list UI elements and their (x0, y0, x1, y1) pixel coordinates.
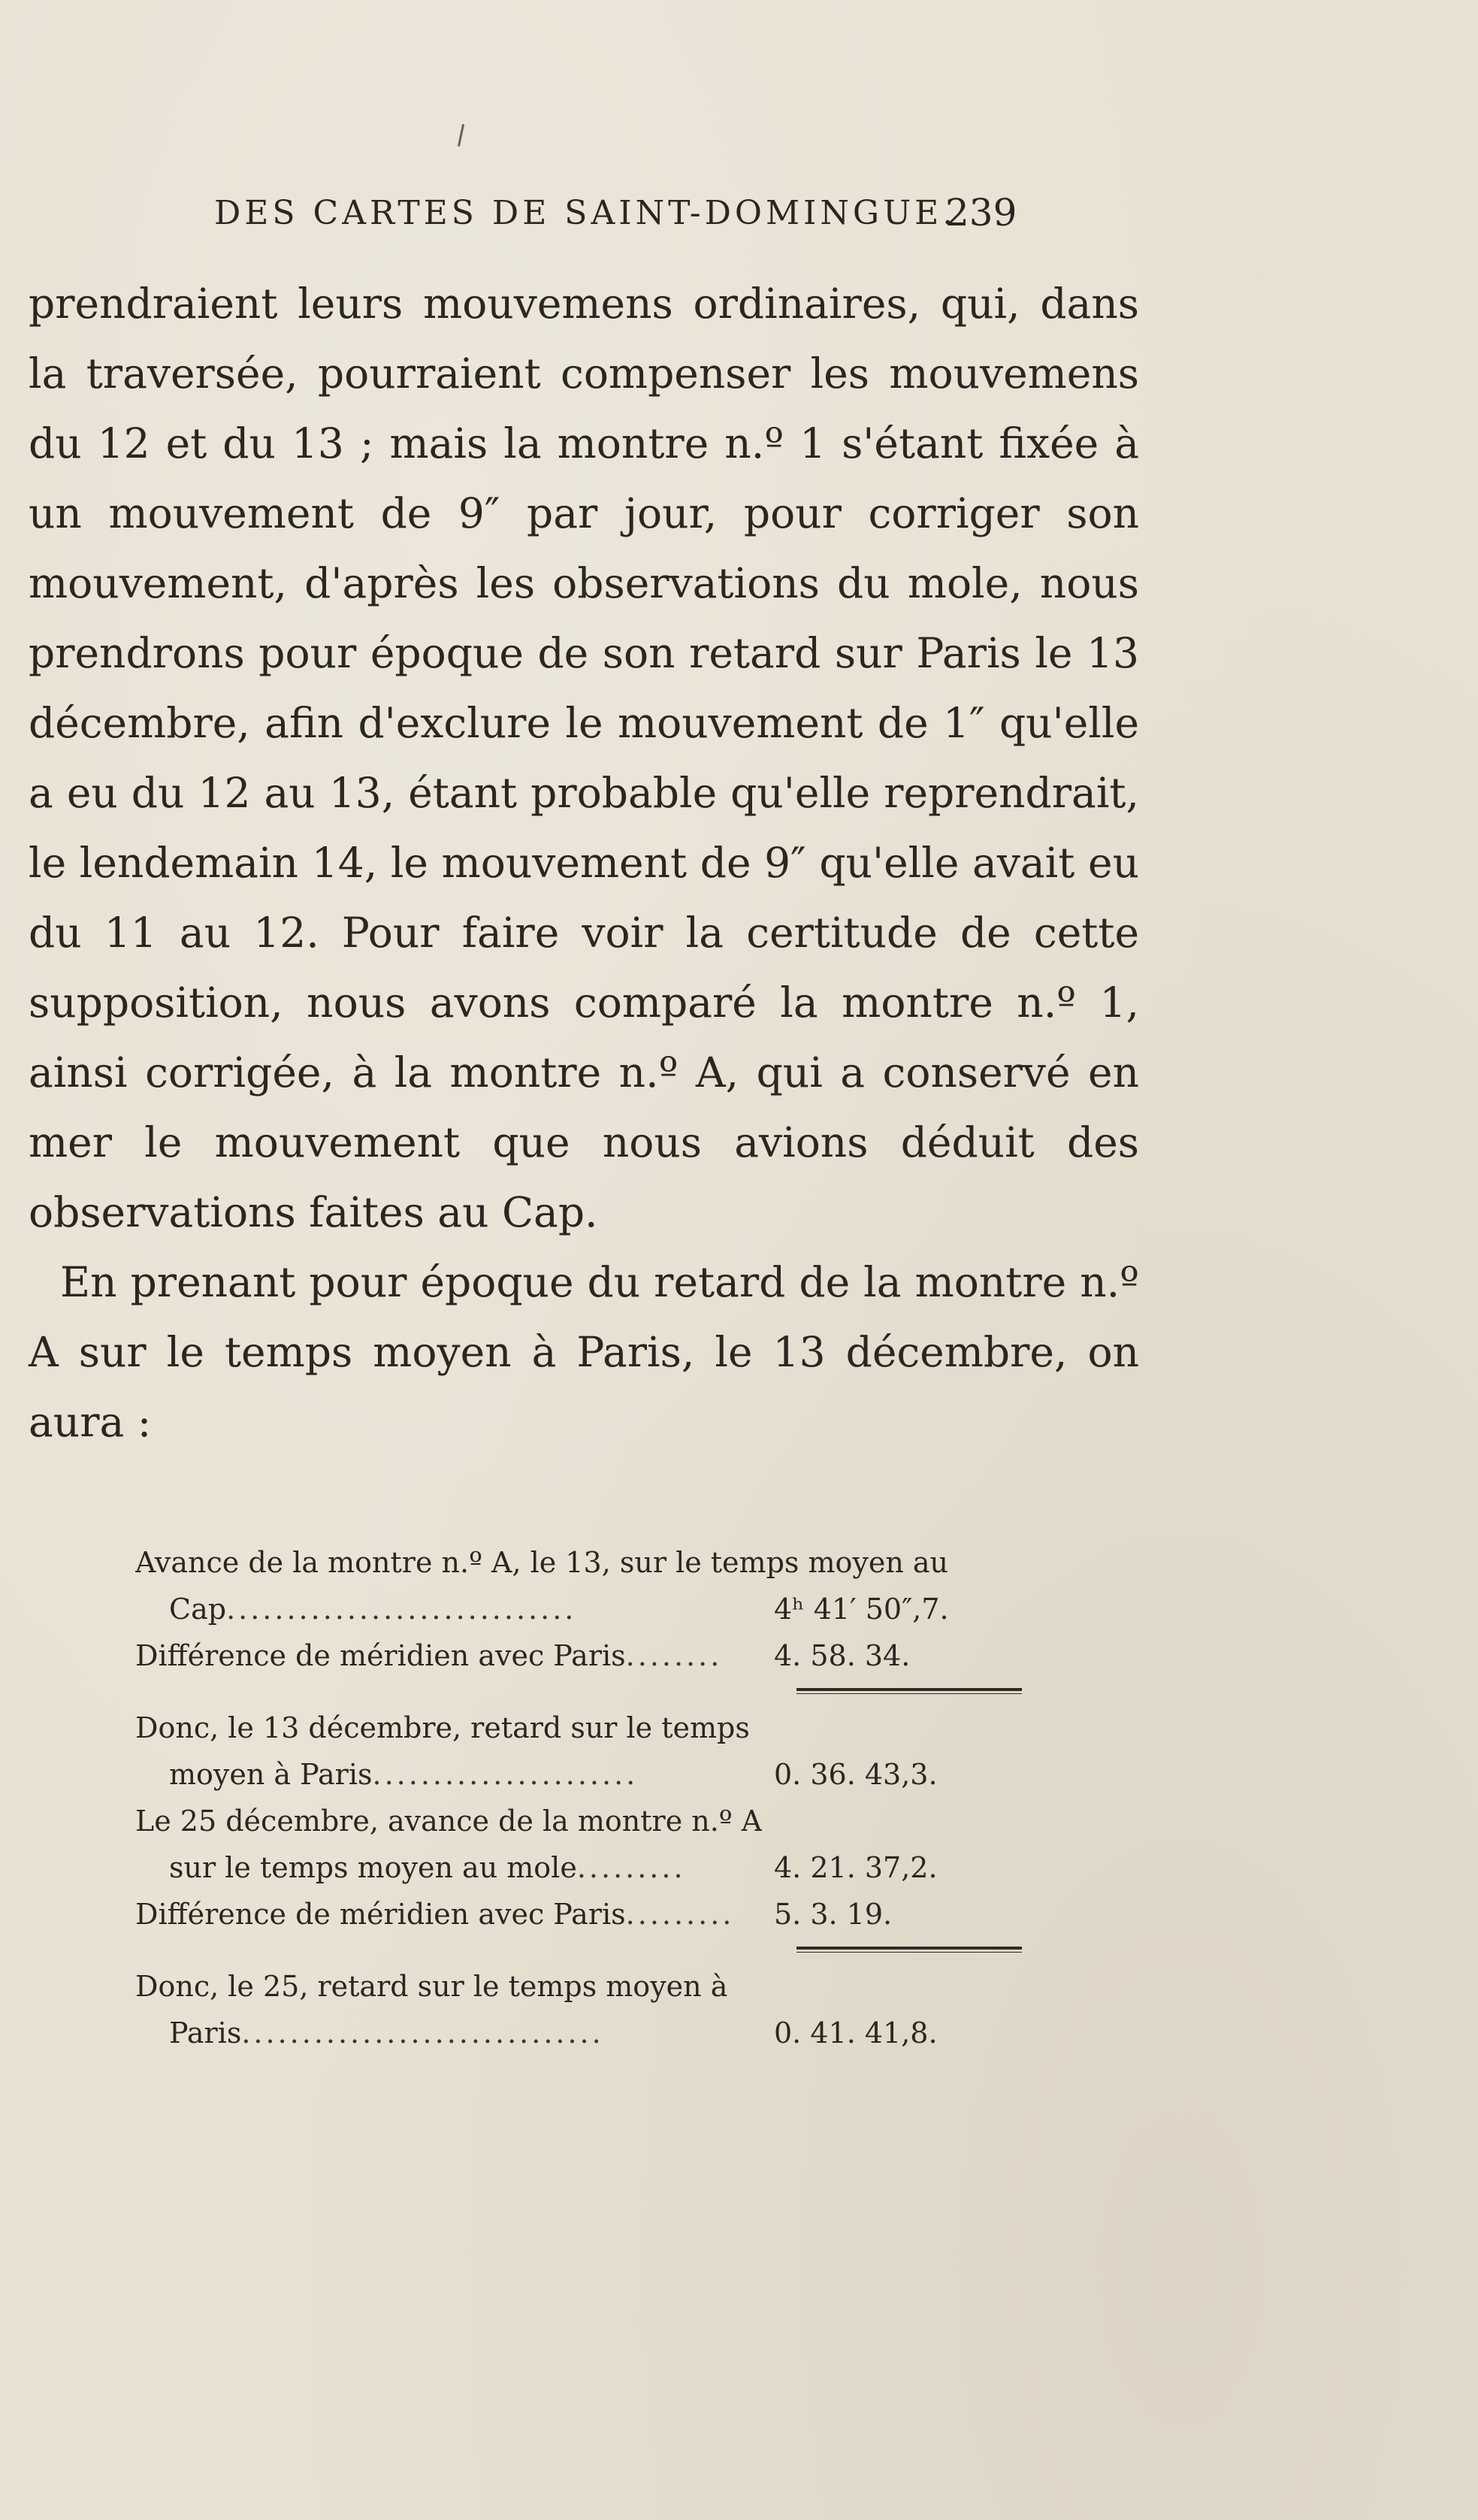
leader-dots: ...................... (372, 1758, 639, 1791)
sum-rule (135, 1679, 1029, 1705)
calc-label: Le 25 décembre, avance de la montre n.º A (135, 1805, 763, 1838)
calc-label-text: sur le temps moyen au mole (169, 1851, 577, 1884)
calc-label-text: Cap (169, 1593, 227, 1626)
calc-row (135, 1963, 1029, 2010)
paragraph-2: En prenant pour époque du retard de la montre n.º A sur le temps moyen à Paris, le 13 décembre, on aura : (29, 1258, 1139, 1446)
calc-row (135, 1539, 1029, 1586)
calc-label: Avance de la montre n.º A, le 13, sur le temps moyen au (135, 1546, 949, 1579)
calc-row (135, 1798, 1029, 1844)
body-text (29, 269, 1139, 1457)
calc-value: 4. 58. 34. (774, 1639, 911, 1672)
sum-rule (135, 1938, 1029, 1963)
calculation-table (135, 1539, 1029, 2056)
calc-value: 4ʰ 41′ 50″,7. (774, 1593, 949, 1626)
leader-dots: ............................. (226, 1593, 577, 1626)
calc-row (135, 1586, 1029, 1632)
calc-label (135, 1632, 722, 1679)
running-head: DES CARTES DE SAINT-DOMINGUE. (214, 194, 957, 232)
calc-label (135, 1891, 734, 1938)
calc-row (135, 1705, 1029, 1751)
page-number: 239 (945, 191, 1017, 234)
calc-label-text: moyen à Paris (169, 1758, 373, 1791)
leader-dots: ........ (625, 1639, 723, 1672)
calc-row (135, 1632, 1029, 1679)
calc-label: Donc, le 13 décembre, retard sur le temps (135, 1711, 750, 1744)
calc-label-text: Paris (169, 2016, 242, 2050)
calc-value: 5. 3. 19. (774, 1898, 893, 1931)
calc-value: 0. 41. 41,8. (774, 2016, 938, 2050)
calc-row (135, 1891, 1029, 1938)
leader-dots: ......... (625, 1898, 735, 1931)
paragraph-1: prendraient leurs mouvemens ordinaires, qui, dans la traversée, pourraient compenser les mouvemens du 12 et du 13 ; mais la montre n.º 1 s'étant fixée à un mouvement de 9″ par jour, pour corriger son mouvement, d'après les observations du mole, nous prendrons pour époque de son retard sur Paris le 13 décembre, afin d'exclure le mouvement de 1″ qu'elle a eu du 12 au 13, étant probable qu'elle reprendrait, le lendemain 14, le mouvement de 9″ qu'elle avait eu du 11 au 12. Pour faire voir la certitude de cette supposition, nous avons comparé la montre n.º 1, ainsi corrigée, à la montre n.º A, qui a conservé en mer le mouvement que nous avions déduit des observations faites au Cap. (29, 280, 1139, 1236)
calc-label (169, 1844, 686, 1891)
calc-label-text: Différence de méridien avec Paris (135, 1639, 626, 1672)
calc-value: 0. 36. 43,3. (774, 1758, 938, 1791)
calc-row (135, 1751, 1029, 1798)
calc-label (169, 1586, 576, 1632)
calc-label-text: Différence de méridien avec Paris (135, 1898, 626, 1931)
calc-value: 4. 21. 37,2. (774, 1851, 938, 1884)
calc-row (135, 1844, 1029, 1891)
leader-dots: ......... (576, 1851, 686, 1884)
ink-mark (458, 124, 464, 147)
page-header (30, 191, 1157, 247)
calc-row (135, 2010, 1029, 2056)
calc-label (169, 1751, 638, 1798)
calc-label: Donc, le 25, retard sur le temps moyen à (135, 1970, 728, 2003)
leader-dots: .............................. (241, 2016, 604, 2050)
calc-label (169, 2010, 604, 2056)
